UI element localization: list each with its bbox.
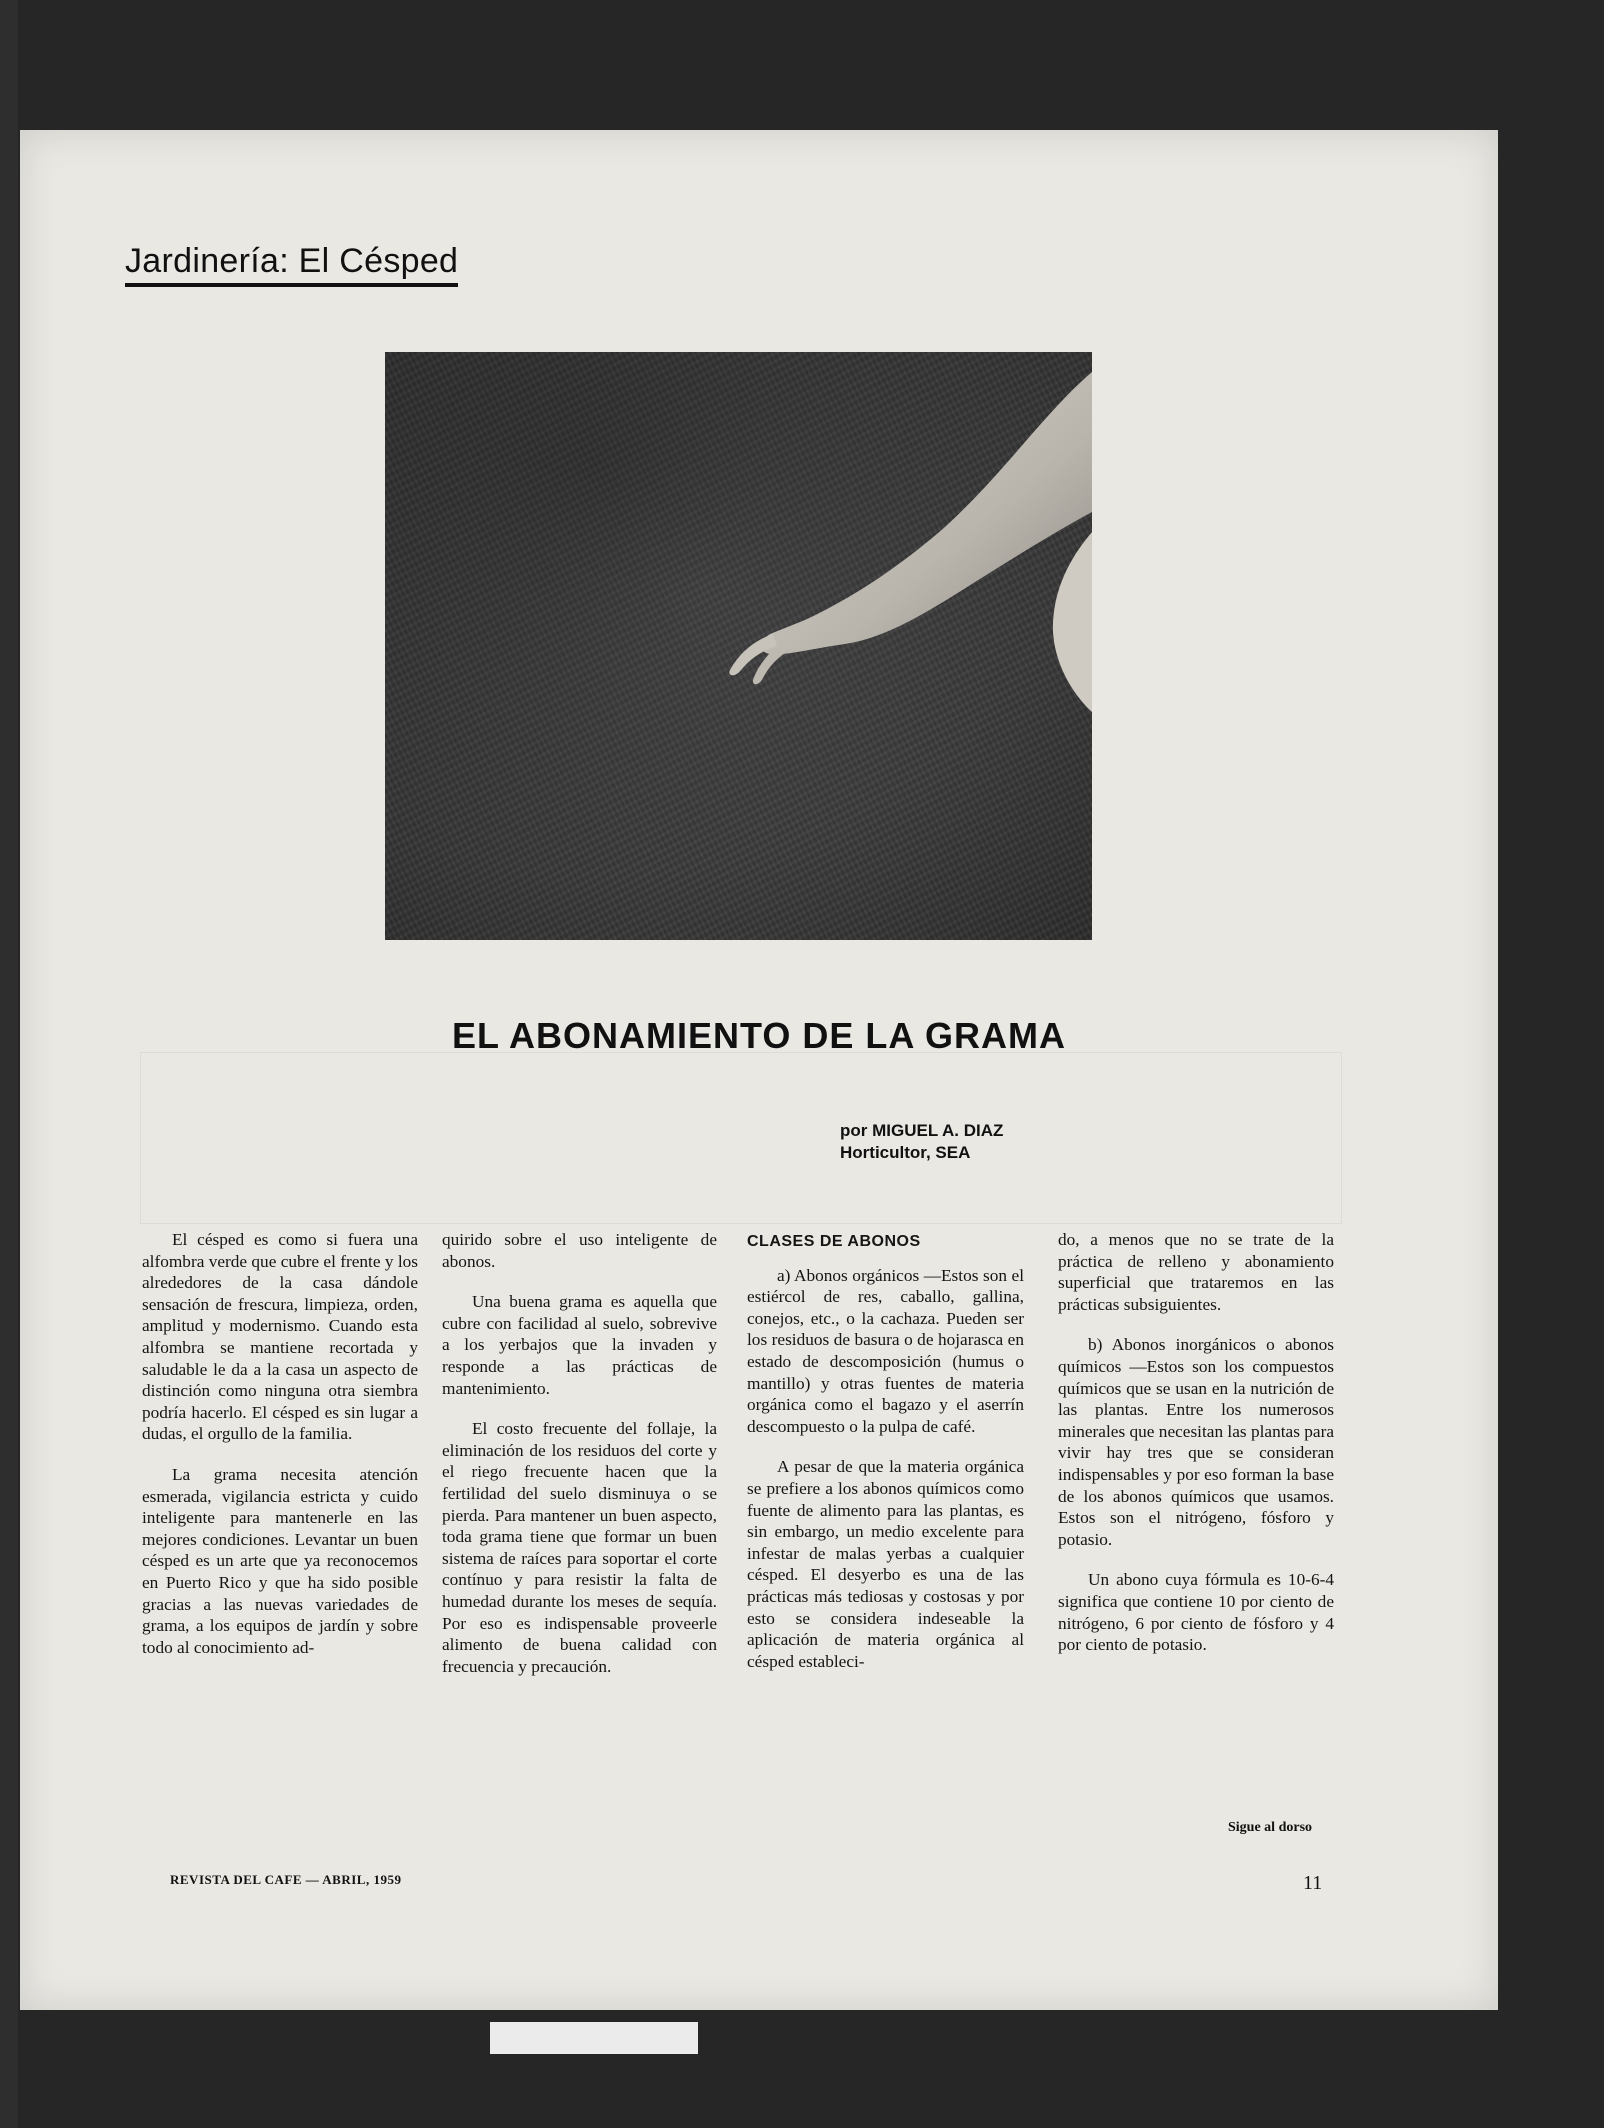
paragraph: Una buena grama es aquella que cubre con facilidad al suelo, sobrevive a los yerbajos que la invaden y responde a las prácticas de mantenimiento.	[442, 1292, 717, 1398]
column-4	[1058, 1229, 1334, 1656]
byline-author: por MIGUEL A. DIAZ	[840, 1121, 1004, 1140]
lawn-with-arm-photo-icon	[385, 352, 1092, 940]
byline	[840, 1120, 1003, 1164]
bleed-through	[140, 1052, 1342, 1224]
scan-left-edge	[0, 0, 18, 2128]
paragraph: quirido sobre el uso inteligente de abonos.	[442, 1230, 717, 1271]
continued-note: Sigue al dorso	[1228, 1820, 1313, 1835]
publication-footer: REVISTA DEL CAFE — ABRIL, 1959	[170, 1872, 402, 1887]
column-2	[442, 1229, 717, 1696]
paragraph: El costo frecuente del follaje, la eliminación de los residuos del corte y el riego frecuente hacen que la fertilidad del suelo disminuya o se pierda. Para mantener un buen aspecto, toda grama tiene que formar un buen sistema de raíces para soportar el corte contínuo y para resistir la falta de humedad durante los meses de sequía. Por eso es indispensable proveerle alimento de buena calidad con frecuencia y precaución.	[442, 1419, 717, 1676]
magazine-page	[20, 130, 1498, 2010]
paragraph: b) Abonos inorgánicos o abonos químicos —Estos son los compuestos químicos que se usan en la nutrición de las plantas. Entre los numerosos minerales que necesitan las plantas para vivir hay tres que se consideran indispensables y por eso forman la base de los abonos químicos que usamos. Estos son el nitrógeno, fósforo y potasio.	[1058, 1335, 1334, 1549]
byline-role: Horticultor, SEA	[840, 1143, 971, 1162]
paragraph: a) Abonos orgánicos —Estos son el estiércol de res, caballo, gallina, conejos, etc., o la cachaza. Pueden ser los residuos de basura o de hojarasca en estado de descomposición (humus o mantillo) y otras fuentes de materia orgánica como el bagazo y el aserrín descompuesto o la pulpa de café.	[747, 1265, 1024, 1436]
article-title: EL ABONAMIENTO DE LA GRAMA	[451, 1015, 1066, 1056]
paragraph: Un abono cuya fórmula es 10-6-4 significa que contiene 10 por ciento de nitrógeno, 6 por ciento de fósforo y 4 por ciento de potasio.	[1058, 1570, 1334, 1655]
scan-binding-strip	[490, 2022, 698, 2054]
column-3	[747, 1229, 1024, 1691]
paragraph: La grama necesita atención esmerada, vigilancia estricta y cuido inteligente para mantenerle en las mejores condiciones. Levantar un buen césped es un arte que ya reconocemos en Puerto Rico y que ha sido posible gracias a las nuevas variedades de grama, a los equipos de jardín y sobre todo al conocimiento ad-	[142, 1464, 418, 1657]
page-number: 11	[1303, 1872, 1323, 1894]
subheading-clases-de-abonos: CLASES DE ABONOS	[747, 1233, 921, 1250]
section-heading: Jardinería: El Césped	[125, 242, 458, 287]
paragraph: do, a menos que no se trate de la práctica de relleno y abonamiento superficial que trataremos en las prácticas subsiguientes.	[1058, 1230, 1334, 1314]
paragraph: El césped es como si fuera una alfombra verde que cubre el frente y los alrededores de la casa dándole sensación de frescura, limpieza, orden, amplitud y modernismo. Cuando esta alfombra se mantiene recortada y saludable le da a la casa un aspecto de distinción como ninguna otra siembra podría hacerlo. El césped es sin lugar a dudas, el orgullo de la familia.	[142, 1230, 418, 1444]
paragraph: A pesar de que la materia orgánica se prefiere a los abonos químicos como fuente de alimento para las plantas, es sin embargo, un medio excelente para infestar de malas yerbas a cualquier césped. El desyerbo es una de las prácticas más tediosas y costosas y por esto se considera indeseable la aplicación de materia orgánica al césped estableci-	[747, 1457, 1024, 1671]
lawn-photo	[385, 352, 1092, 940]
column-1	[142, 1229, 418, 1677]
